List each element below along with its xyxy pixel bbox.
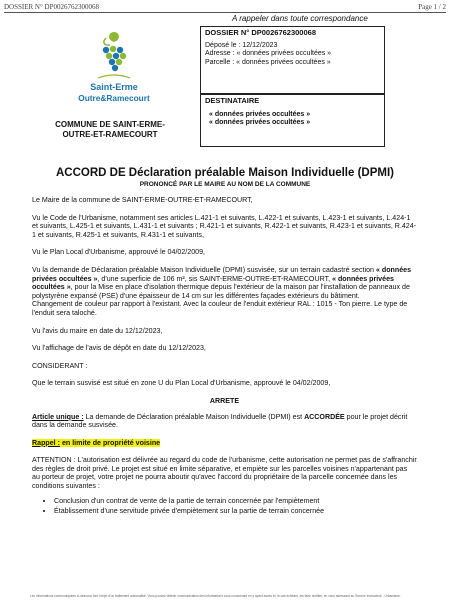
address: Adresse : « données privées occultées »: [205, 50, 332, 57]
commune-logo: [76, 28, 152, 112]
paragraph-display: Vu l'affichage de l'avis de dépôt en date du 12/12/2023,: [32, 344, 206, 353]
top-header: [4, 3, 446, 12]
paragraph-mayor-opinion: Vu l'avis du maire en date du 12/12/2023,: [32, 326, 163, 335]
paragraph-rappel: [32, 439, 417, 448]
recall-note: A rappeler dans toute correspondance: [232, 14, 368, 23]
request-redacted-2: « données privées occultées »: [32, 274, 394, 292]
parcel: Parcelle : « données privées occultées »: [205, 58, 331, 66]
list-item: • Conclusion d'un contrat de vente de la partie de terrain concernée par l'empiètement: [54, 497, 417, 506]
article-decision: ACCORDÉE: [304, 412, 345, 421]
recipient-line-1: « données privées occultées »: [209, 110, 311, 118]
request-text-e: , pour la Mise en place d'isolation thermique depuis l'extérieur de la maison par l'installation de panneaux de polystyrène expansé (PSE) d'une épaisseur de 14 cm sur les différentes façades extérieurs du bâtiment.: [32, 283, 410, 300]
commune-name: [40, 120, 180, 140]
paragraph-considering: CONSIDERANT :: [32, 361, 88, 370]
conditions-list: [32, 497, 417, 516]
rappel-text: en limite de propriété voisine: [59, 438, 161, 447]
footer-note: Les informations communiquées ci-dessous font l'objet d'un traitement automatisé. Vous pouvez obtenir communication des informations vous concernant en y ayant accès et, le cas échéant, les faire rectifier, en vous adressant au Service Instructeur - Urbanisme.: [30, 594, 401, 598]
commune-line-2: OUTRE-ET-RAMECOURT: [62, 130, 158, 139]
paragraph-article: [32, 413, 417, 430]
commune-line-1: COMMUNE DE SAINT-ERME-: [55, 120, 165, 129]
request-redacted-1: « données privées occultées »: [32, 265, 412, 283]
document-body: [32, 196, 417, 518]
request-text-a: Vu la demande de Déclaration préalable Maison Individuelle (DPMI) susvisée, sur un terrain cadastré section: [32, 265, 376, 274]
article-text-a: La demande de Déclaration préalable Maison Individuelle (DPMI) est: [83, 412, 305, 421]
paragraph-code: Vu le Code de l'Urbanisme, notamment ses articles L.421-1 et suivants, L.422-1 et suivants, L.423-1 et suivants, L.424-1 et suivants, L.425-1 et suivants, L.431-1 et suivants ; R.421-1 et suivants, R.422-1 et suivants, R.423-1 et suivants, R.424-1 et suivants, R.425-1 et suivants, R.431-1 et suivants,: [32, 213, 417, 239]
article-label: Article unique :: [32, 412, 84, 421]
page-number: Page 1 / 2: [418, 3, 446, 11]
article-text-c: pour le projet décrit dans la demande susvisée.: [32, 412, 408, 430]
document-title: ACCORD DE Déclaration préalable Maison Individuelle (DPMI): [55, 167, 395, 179]
logo-line-1: Saint-Erme: [90, 82, 138, 92]
header-divider: [4, 12, 446, 13]
paragraph-attention: ATTENTION : L'autorisation est délivrée au regard du code de l'urbanisme, cette autorisation ne permet pas de s'affranchir des règles de droit privé. Le projet est situé en limite séparative, et empiète sur les parcelles voisines n'appartenant pas au porteur de projet, votre projet ne pourra aboutir qu'avec l'accord du propriétaire de la parcelle concernée dans les conditions suivantes :: [32, 456, 417, 491]
file-box-title: DOSSIER N° DP0026762300068: [205, 28, 316, 37]
recipient-title: DESTINATAIRE: [205, 96, 260, 105]
rappel-label: Rappel :: [32, 438, 60, 447]
grape-logo-icon: [76, 28, 152, 112]
request-text-c: , d'une superficie de 106 m², sis SAINT-ERME-OUTRE-ET-RAMECOURT,: [97, 274, 333, 283]
list-item: • Établissement d'une servitude privée d'empiètement sur la partie de terrain concernée: [54, 507, 417, 516]
logo-line-2: Outre&Ramecourt: [78, 93, 150, 103]
rappel-highlight: [32, 439, 160, 447]
deposit-date: Déposé le : 12/12/2023: [205, 41, 278, 49]
file-box: [200, 26, 385, 94]
request-text-f: Changement de couleur par rapport à l'existant. Avec la couleur de l'enduit extérieur RAL : 1015 - Ton pierre. Le type de l'enduit sera taloché.: [32, 300, 408, 317]
paragraph-mayor: Le Maire de la commune de SAINT-ERME-OUTRE-ET-RAMECOURT,: [32, 196, 253, 204]
recipient-box: [200, 94, 385, 147]
document-subtitle: PRONONCÉ PAR LE MAIRE AU NOM DE LA COMMUNE: [139, 181, 311, 188]
dossier-ref: DOSSIER N° DP0026762300068: [4, 3, 99, 11]
paragraph-zone: Que le terrain susvisé est situé en zone U du Plan Local d'Urbanisme, approuvé le 04/02/2009,: [32, 379, 331, 388]
recipient-line-2: « données privées occultées »: [209, 119, 311, 126]
paragraph-plu: Vu le Plan Local d'Urbanisme, approuvé le 04/02/2009,: [32, 248, 206, 257]
arrete-heading: ARRETE: [209, 396, 240, 405]
paragraph-request: [32, 266, 417, 318]
